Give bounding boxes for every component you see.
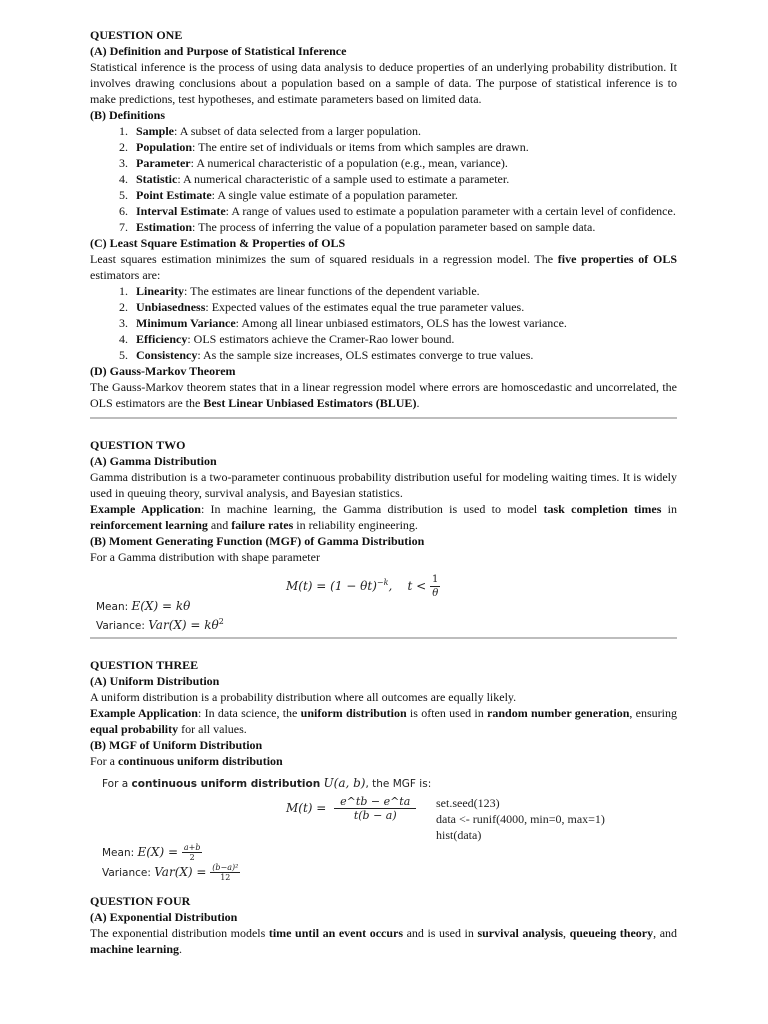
- list-item: 2. Unbiasedness: Expected values of the estimates equal the true parameter values.: [119, 300, 525, 314]
- q3-a-heading: (A) Uniform Distribution: [90, 674, 220, 688]
- q3-title: QUESTION THREE: [90, 658, 199, 672]
- q2-b-heading: (B) Moment Generating Function (MGF) of Gamma Distribution: [90, 534, 425, 548]
- code-line: hist(data): [436, 828, 482, 842]
- r-code-block: [436, 795, 605, 843]
- uniform-mgf-intro: For a continuous uniform distribution U(a, b), the MGF is:: [102, 776, 432, 790]
- q4-a-text: The exponential distribution models time until an event occurs and is used in survival analysis, queueing theory, and machine learning.: [90, 926, 678, 956]
- uniform-variance: Variance: Var(X) = $\frac{\text{(b−a)²}}{12}$: [102, 863, 239, 882]
- list-item: 3. Minimum Variance: Among all linear unbiased estimators, OLS has the lowest variance.: [119, 316, 567, 330]
- list-item: 5. Point Estimate: A single value estimate of a population parameter.: [119, 188, 458, 202]
- list-item: 4. Efficiency: OLS estimators achieve the Cramer-Rao lower bound.: [119, 332, 455, 346]
- q4-a-heading: (A) Exponential Distribution: [90, 910, 238, 924]
- section-divider: [90, 417, 677, 419]
- list-item: 4. Statistic: A numerical characteristic of a sample used to estimate a parameter.: [119, 172, 510, 186]
- list-item: 7. Estimation: The process of inferring the value of a population parameter based on sample data.: [119, 220, 596, 234]
- q1-a-text: Statistical inference is the process of using data analysis to deduce properties of an underlying probability distribution. It involves drawing conclusions about a population based on a sample of data. The purpose of statistical inference is to make predictions, test hypotheses, and estimate parameters based on limited data.: [90, 60, 677, 106]
- q2-example: Example Application: In machine learning, the Gamma distribution is used to model task completion times in reinforcement learning and failure rates in reliability engineering.: [90, 502, 677, 532]
- q2-a-heading: (A) Gamma Distribution: [90, 454, 217, 468]
- list-item: 6. Interval Estimate: A range of values used to estimate a population parameter with a certain level of confidence.: [119, 204, 676, 218]
- definitions-list: [90, 123, 677, 235]
- q4-title: QUESTION FOUR: [90, 894, 191, 908]
- gamma-variance: Variance: $Var(X) = k\theta^2$: [96, 617, 224, 632]
- q3-example: Example Application: In data science, the uniform distribution is often used in random number generation, ensuring equal probability for all values.: [90, 706, 677, 736]
- q1-c-heading: (C) Least Square Estimation & Properties of OLS: [90, 236, 346, 250]
- q1-d-text: The Gauss-Markov theorem states that in a linear regression model where errors are homoscedastic and uncorrelated, the OLS estimators are the Best Linear Unbiased Estimators (BLUE).: [90, 380, 677, 410]
- list-item: 2. Population: The entire set of individuals or items from which samples are drawn.: [119, 140, 529, 154]
- uniform-mgf-formula-image: [90, 769, 677, 889]
- list-item: 1. Linearity: The estimates are linear functions of the dependent variable.: [119, 284, 480, 298]
- gamma-mean: Mean: E(X) = kθ: [96, 599, 191, 613]
- ols-properties-list: [90, 283, 677, 363]
- uniform-mgf-equation: M(t) = $\frac{e\^{}tb - e\^{}ta}{t(b - a)}$: [286, 795, 416, 822]
- document-content: [90, 27, 677, 957]
- q3-b-text: For a continuous uniform distribution: [90, 754, 283, 768]
- q2-a-text: Gamma distribution is a two-parameter continuous probability distribution useful for modeling waiting times. It is widely used in queuing theory, survival analysis, and Bayesian statistics.: [90, 470, 677, 500]
- list-item: 1. Sample: A subset of data selected from a larger population.: [119, 124, 422, 138]
- q2-b-text: For a Gamma distribution with shape parameter: [90, 550, 320, 564]
- q3-a-text: A uniform distribution is a probability distribution where all outcomes are equally likely.: [90, 690, 517, 704]
- list-item: 5. Consistency: As the sample size increases, OLS estimates converge to true values.: [119, 348, 534, 362]
- gamma-mgf-equation: $M(t) = (1 - \theta t)^{-k}$, t < $\frac{1}{\theta}$: [286, 574, 439, 599]
- q1-b-heading: (B) Definitions: [90, 108, 165, 122]
- q1-c-text: Least squares estimation minimizes the sum of squared residuals in a regression model. The five properties of OLS estimators are:: [90, 252, 677, 282]
- list-item: 3. Parameter: A numerical characteristic of a population (e.g., mean, variance).: [119, 156, 508, 170]
- uniform-mean: Mean: E(X) = $\frac{a+b}{2}$: [102, 843, 201, 862]
- code-line: set.seed(123): [436, 796, 500, 810]
- q2-title: QUESTION TWO: [90, 438, 186, 452]
- section-divider: [90, 637, 677, 639]
- q1-a-heading: (A) Definition and Purpose of Statistical Inference: [90, 44, 347, 58]
- q3-b-heading: (B) MGF of Uniform Distribution: [90, 738, 263, 752]
- gamma-mgf-formula-image: [90, 565, 677, 631]
- q1-d-heading: (D) Gauss-Markov Theorem: [90, 364, 236, 378]
- code-line: data <- runif(4000, min=0, max=1): [436, 812, 605, 826]
- q1-title: QUESTION ONE: [90, 28, 183, 42]
